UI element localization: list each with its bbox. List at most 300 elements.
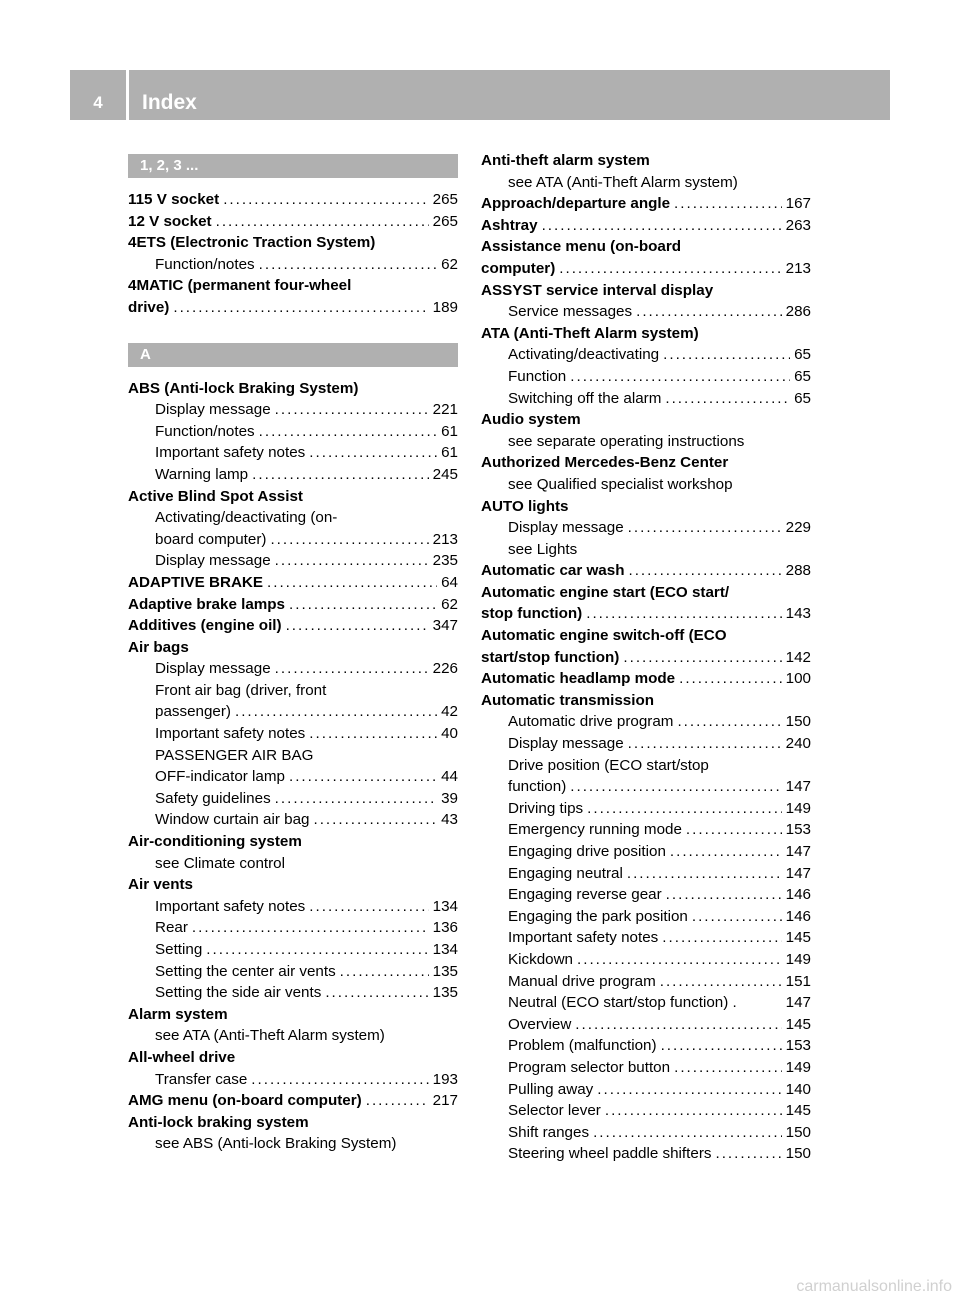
index-subentry	[481, 517, 811, 539]
index-subentry	[481, 992, 811, 1014]
index-subentry	[128, 442, 458, 464]
index-subentry	[128, 961, 458, 983]
entry-text: Display message	[155, 401, 271, 419]
index-entry	[481, 603, 811, 625]
index-entry	[481, 280, 811, 302]
index-entry	[481, 625, 811, 647]
dot-leader	[679, 668, 782, 690]
dot-leader	[289, 594, 437, 616]
page-ref: 213	[785, 259, 811, 277]
page-ref: 142	[785, 648, 811, 666]
page-ref: 167	[785, 195, 811, 213]
page-ref: 226	[432, 660, 458, 678]
dot-leader	[597, 1079, 781, 1101]
index-entry	[128, 874, 458, 896]
index-entry	[481, 215, 811, 237]
page-ref: 65	[794, 389, 811, 407]
entry-text: Adaptive brake lamps	[128, 595, 285, 613]
index-subentry	[128, 745, 458, 767]
page-ref: 65	[794, 346, 811, 364]
entry-text: Anti-lock braking system	[128, 1113, 309, 1131]
dot-leader	[666, 884, 782, 906]
entry-text: see separate operating instructions	[508, 432, 745, 450]
dot-leader	[677, 711, 781, 733]
entry-text: Front air bag (driver, front	[155, 681, 327, 699]
entry-text: Display message	[155, 660, 271, 678]
entry-text: Engaging reverse gear	[508, 886, 662, 904]
dot-leader	[309, 723, 437, 745]
entry-text: Air vents	[128, 876, 193, 894]
index-entry	[128, 637, 458, 659]
entry-text: Window curtain air bag	[155, 811, 310, 829]
entry-text: see ATA (Anti-Theft Alarm system)	[508, 173, 738, 191]
page-ref: 143	[785, 605, 811, 623]
page-ref: 286	[785, 303, 811, 321]
entry-text: Driving tips	[508, 799, 584, 817]
index-subentry	[481, 776, 811, 798]
entry-text: see ATA (Anti-Theft Alarm system)	[155, 1027, 385, 1045]
page-ref: 150	[785, 713, 811, 731]
index-entry	[481, 409, 811, 431]
index-subentry	[481, 949, 811, 971]
entry-text: Engaging drive position	[508, 843, 666, 860]
index-subentry	[481, 1035, 811, 1057]
entry-text: 115 V socket	[128, 191, 220, 208]
page-ref: 40	[441, 725, 458, 743]
index-subentry	[481, 1100, 811, 1122]
dot-leader	[605, 1100, 782, 1122]
index-subentry	[128, 421, 458, 443]
index-entry	[128, 275, 458, 297]
entry-text: Activating/deactivating	[508, 346, 660, 364]
page-ref: 151	[785, 972, 811, 990]
page-ref: 149	[785, 950, 811, 968]
index-subentry	[128, 1133, 458, 1155]
entry-text: OFF-indicator lamp	[155, 768, 285, 786]
dot-leader	[623, 647, 781, 669]
page-ref: 43	[441, 811, 458, 829]
entry-text: 4ETS (Electronic Traction System)	[128, 234, 376, 252]
page-number: 4	[93, 93, 103, 112]
page-ref: 134	[432, 941, 458, 958]
index-entry	[128, 378, 458, 400]
dot-leader	[661, 1035, 782, 1057]
entry-text: drive)	[128, 298, 170, 316]
page-ref: 140	[785, 1080, 811, 1098]
entry-text: Rear	[155, 919, 188, 937]
page-ref: 65	[794, 367, 811, 385]
dot-leader	[542, 215, 782, 237]
dot-leader	[663, 344, 790, 366]
page-ref: 265	[432, 212, 458, 230]
index-entry	[128, 572, 458, 594]
dot-leader	[216, 211, 429, 233]
index-subentry	[128, 917, 458, 939]
index-entry	[481, 258, 811, 280]
dot-leader	[275, 399, 429, 421]
entry-text: Engaging neutral	[508, 864, 623, 882]
index-subentry	[481, 1014, 811, 1036]
entry-text: ADAPTIVE BRAKE	[128, 573, 264, 591]
index-subentry	[128, 254, 458, 276]
index-subentry	[128, 529, 458, 551]
page-ref: 213	[432, 530, 458, 548]
dot-leader	[173, 297, 428, 319]
dot-leader	[575, 1014, 781, 1036]
index-entry	[128, 1004, 458, 1026]
entry-text: Program selector button	[508, 1058, 671, 1076]
entry-text: Important safety notes	[155, 897, 306, 915]
page-ref: 189	[432, 298, 458, 316]
dot-leader	[570, 366, 790, 388]
header-divider	[126, 70, 129, 120]
entry-text: Service messages	[508, 303, 633, 321]
index-subentry	[481, 344, 811, 366]
page-ref: 134	[432, 897, 458, 915]
entry-text: Alarm system	[128, 1005, 228, 1023]
dot-leader	[275, 788, 437, 810]
page-ref: 265	[432, 191, 458, 208]
page-ref: 44	[441, 768, 458, 786]
entry-text: ABS (Anti-lock Braking System)	[128, 379, 359, 397]
index-subentry	[128, 464, 458, 486]
index-subentry	[481, 819, 811, 841]
entry-text: Important safety notes	[155, 444, 306, 462]
index-entry	[128, 211, 458, 233]
page-ref: 217	[432, 1092, 458, 1110]
page-ref: 147	[785, 778, 811, 796]
dot-leader	[627, 863, 782, 885]
entry-text: Steering wheel paddle shifters	[508, 1145, 712, 1163]
dot-leader	[313, 809, 437, 831]
entry-text: Drive position (ECO start/stop	[508, 756, 709, 774]
dot-leader	[670, 841, 782, 863]
dot-leader	[559, 258, 781, 280]
entry-text: start/stop function)	[481, 648, 620, 666]
entry-text: computer)	[481, 259, 556, 277]
entry-text: Neutral (ECO start/stop function) .	[508, 994, 737, 1012]
dot-leader	[325, 982, 428, 1004]
index-subentry	[128, 658, 458, 680]
entry-text: PASSENGER AIR BAG	[155, 746, 314, 764]
watermark: carmanualsonline.info	[796, 1278, 952, 1295]
dot-leader	[192, 917, 429, 939]
index-entry	[481, 193, 811, 215]
entry-text: see ABS (Anti-lock Braking System)	[155, 1135, 397, 1153]
dot-leader	[587, 798, 782, 820]
entry-text: Setting	[155, 941, 203, 958]
entry-text: Automatic drive program	[508, 713, 674, 731]
index-subentry	[481, 1079, 811, 1101]
entry-text: Kickdown	[508, 950, 573, 968]
index-entry	[481, 236, 811, 258]
index-subentry	[481, 474, 811, 496]
dot-leader	[286, 615, 429, 637]
page-ref: 147	[785, 864, 811, 882]
index-subentry	[481, 798, 811, 820]
entry-text: Setting the center air vents	[155, 962, 336, 980]
index-subentry	[481, 927, 811, 949]
index-entry	[128, 1047, 458, 1069]
entry-text: Display message	[155, 552, 271, 570]
entry-text: Important safety notes	[155, 725, 306, 743]
dot-leader	[267, 572, 437, 594]
page-ref: 153	[785, 821, 811, 839]
page-ref: 64	[441, 573, 458, 591]
entry-text: Warning lamp	[155, 465, 249, 483]
entry-text: 4MATIC (permanent four-wheel	[128, 277, 352, 295]
entry-text: Anti-theft alarm system	[481, 152, 650, 169]
dot-leader	[628, 560, 781, 582]
index-entry	[481, 150, 811, 172]
spacer	[128, 319, 458, 339]
entry-text: Selector lever	[508, 1102, 601, 1120]
index-subentry	[128, 701, 458, 723]
index-subentry	[128, 766, 458, 788]
entry-text: board computer)	[155, 530, 267, 548]
entry-text: Problem (malfunction)	[508, 1037, 657, 1055]
dot-leader	[275, 658, 429, 680]
index-subentry	[481, 539, 811, 561]
page-ref: 146	[785, 907, 811, 925]
index-subentry	[481, 884, 811, 906]
dot-leader	[674, 193, 782, 215]
index-subentry	[128, 788, 458, 810]
index-subentry	[481, 172, 811, 194]
dot-leader	[275, 550, 429, 572]
dot-leader	[715, 1143, 781, 1165]
entry-text: Engaging the park position	[508, 907, 688, 925]
dot-leader	[593, 1122, 782, 1144]
entry-text: Authorized Mercedes-Benz Center	[481, 454, 729, 472]
index-subentry	[128, 853, 458, 875]
page-ref: 147	[785, 994, 811, 1012]
index-subentry	[128, 680, 458, 702]
index-entry	[128, 615, 458, 637]
index-entry	[481, 452, 811, 474]
index-column-left	[128, 150, 458, 1155]
dot-leader	[662, 927, 781, 949]
index-subentry	[481, 711, 811, 733]
page-ref: 150	[785, 1145, 811, 1163]
entry-text: Active Blind Spot Assist	[128, 487, 303, 505]
dot-leader	[270, 529, 428, 551]
page-ref: 149	[785, 1058, 811, 1076]
index-entry	[481, 560, 811, 582]
dot-leader	[570, 776, 781, 798]
entry-text: Automatic engine switch-off (ECO	[481, 627, 727, 645]
index-subentry	[128, 939, 458, 961]
entry-text: stop function)	[481, 605, 583, 623]
index-subentry	[481, 1143, 811, 1165]
page-ref: 229	[785, 519, 811, 537]
index-subentry	[128, 550, 458, 572]
dot-leader	[309, 442, 437, 464]
index-subentry	[481, 301, 811, 323]
entry-text: see Lights	[508, 540, 578, 558]
index-entry	[481, 690, 811, 712]
page-ref: 150	[785, 1123, 811, 1141]
index-subentry	[128, 507, 458, 529]
index-entry	[128, 486, 458, 508]
entry-text: Transfer case	[155, 1070, 248, 1088]
index-subentry	[481, 906, 811, 928]
page-ref: 145	[785, 1102, 811, 1120]
index-entry	[128, 189, 458, 211]
index-entry	[481, 496, 811, 518]
entry-text: Overview	[508, 1015, 572, 1033]
index-subentry	[481, 755, 811, 777]
index-subentry	[481, 841, 811, 863]
page-ref: 136	[432, 919, 458, 937]
section-header: A	[128, 343, 458, 367]
entry-text: ASSYST service interval display	[481, 281, 714, 299]
page-ref: 347	[432, 617, 458, 635]
entry-text: Pulling away	[508, 1080, 594, 1098]
entry-text: Manual drive program	[508, 972, 656, 990]
page-ref: 62	[441, 595, 458, 613]
page-ref: 145	[785, 1015, 811, 1033]
entry-text: Function/notes	[155, 422, 255, 440]
entry-text: Display message	[508, 735, 624, 753]
index-subentry	[481, 863, 811, 885]
index-entry	[481, 323, 811, 345]
dot-leader	[252, 464, 429, 486]
index-subentry	[128, 982, 458, 1004]
dot-leader	[223, 189, 428, 211]
index-subentry	[481, 1057, 811, 1079]
dot-leader	[206, 939, 428, 961]
dot-leader	[686, 819, 782, 841]
index-subentry	[128, 399, 458, 421]
entry-text: Function/notes	[155, 255, 255, 273]
page-ref: 42	[441, 703, 458, 721]
index-subentry	[128, 1069, 458, 1091]
dot-leader	[660, 971, 782, 993]
section-header: 1, 2, 3 ...	[128, 154, 458, 178]
entry-text: Assistance menu (on-board	[481, 238, 682, 256]
index-subentry	[128, 896, 458, 918]
dot-leader	[628, 733, 782, 755]
page-ref: 100	[785, 670, 811, 688]
page-ref: 149	[785, 799, 811, 817]
index-subentry	[481, 971, 811, 993]
entry-text: Emergency running mode	[508, 821, 682, 839]
dot-leader	[577, 949, 782, 971]
index-entry	[128, 297, 458, 319]
entry-text: Ashtray	[481, 216, 538, 234]
dot-leader	[235, 701, 437, 723]
entry-text: passenger)	[155, 703, 231, 721]
dot-leader	[665, 388, 790, 410]
entry-text: All-wheel drive	[128, 1048, 236, 1066]
index-entry	[481, 647, 811, 669]
index-subentry	[481, 1122, 811, 1144]
page-ref: 61	[441, 444, 458, 462]
entry-text: Automatic headlamp mode	[481, 670, 676, 688]
index-subentry	[128, 723, 458, 745]
index-entry	[128, 831, 458, 853]
entry-text: Audio system	[481, 411, 581, 429]
entry-text: see Climate control	[155, 854, 285, 872]
entry-text: Important safety notes	[508, 929, 659, 947]
entry-text: Function	[508, 367, 567, 385]
page-ref: 39	[441, 789, 458, 807]
dot-leader	[251, 1069, 428, 1091]
index-subentry	[481, 366, 811, 388]
index-column-right	[481, 150, 811, 1165]
index-subentry	[481, 388, 811, 410]
dot-leader	[366, 1090, 429, 1112]
entry-text: Shift ranges	[508, 1123, 590, 1141]
dot-leader	[259, 421, 437, 443]
entry-text: see Qualified specialist workshop	[508, 475, 733, 493]
page-title: Index	[142, 91, 197, 114]
entry-text: 12 V socket	[128, 212, 212, 230]
index-entry	[128, 1112, 458, 1134]
dot-leader	[289, 766, 437, 788]
entry-text: ATA (Anti-Theft Alarm system)	[481, 324, 699, 342]
dot-leader	[340, 961, 429, 983]
page-ref: 263	[785, 216, 811, 234]
index-entry	[128, 594, 458, 616]
entry-text: AMG menu (on-board computer)	[128, 1092, 362, 1110]
page-ref: 240	[785, 735, 811, 753]
dot-leader	[692, 906, 782, 928]
index-subentry	[128, 1025, 458, 1047]
index-subentry	[481, 431, 811, 453]
page-ref: 288	[785, 562, 811, 580]
entry-text: Air-conditioning system	[128, 833, 302, 851]
page-ref: 193	[432, 1070, 458, 1088]
page-ref: 62	[441, 255, 458, 273]
page-ref: 153	[785, 1037, 811, 1055]
page-ref: 135	[432, 962, 458, 980]
page-ref: 235	[432, 552, 458, 570]
page-ref: 146	[785, 886, 811, 904]
entry-text: function)	[508, 778, 567, 796]
entry-text: Activating/deactivating (on-	[155, 509, 338, 527]
entry-text: Switching off the alarm	[508, 389, 662, 407]
dot-leader	[628, 517, 782, 539]
index-entry	[128, 232, 458, 254]
dot-leader	[586, 603, 781, 625]
index-subentry	[481, 733, 811, 755]
page-ref: 135	[432, 984, 458, 1002]
entry-text: Automatic transmission	[481, 691, 655, 709]
dot-leader	[259, 254, 437, 276]
page-ref: 61	[441, 422, 458, 440]
page-ref: 221	[432, 401, 458, 419]
index-entry	[481, 582, 811, 604]
entry-text: AUTO lights	[481, 497, 569, 515]
index-subentry	[128, 809, 458, 831]
dot-leader	[636, 301, 782, 323]
index-entry	[481, 668, 811, 690]
entry-text: Setting the side air vents	[155, 984, 322, 1002]
dot-leader	[309, 896, 428, 918]
entry-text: Additives (engine oil)	[128, 617, 282, 635]
entry-text: Approach/departure angle	[481, 195, 671, 213]
index-entry	[128, 1090, 458, 1112]
page-ref: 147	[785, 843, 811, 860]
page-ref: 145	[785, 929, 811, 947]
page-ref: 245	[432, 465, 458, 483]
dot-leader	[674, 1057, 782, 1079]
entry-text: Air bags	[128, 638, 189, 656]
entry-text: Safety guidelines	[155, 789, 271, 807]
entry-text: Display message	[508, 519, 624, 537]
